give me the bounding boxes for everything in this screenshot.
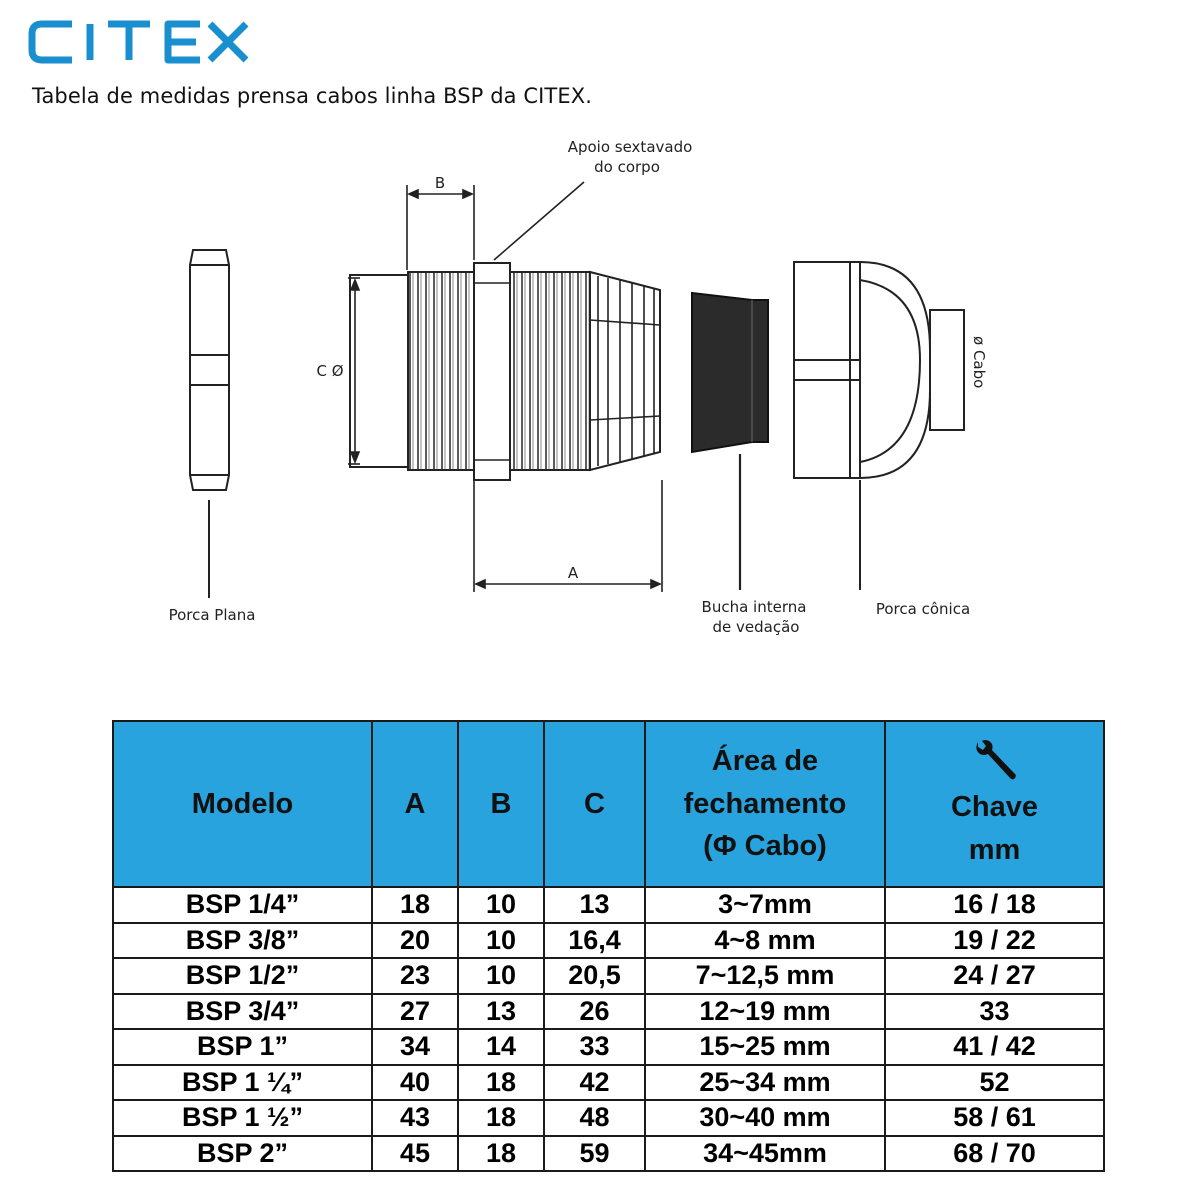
header-area-line2: fechamento [683, 787, 847, 820]
cell-area: 25~34 mm [645, 1065, 885, 1101]
cell-a: 34 [372, 1029, 458, 1065]
cell-area: 3~7mm [645, 887, 885, 923]
cell-a: 40 [372, 1065, 458, 1101]
flat-nut-shape [190, 250, 229, 490]
table-row [113, 1100, 1104, 1136]
porca-conica-label: Porca cônica [875, 600, 971, 618]
cell-chave: 33 [885, 994, 1104, 1030]
header-area-line1: Área de [711, 744, 819, 777]
table-row [113, 1136, 1104, 1172]
cell-a: 43 [372, 1100, 458, 1136]
cell-b: 14 [458, 1029, 544, 1065]
bucha-label-line2: de vedação [712, 618, 800, 636]
body-thread-shape [350, 263, 660, 480]
cell-a: 27 [372, 994, 458, 1030]
header-chave-line2: mm [968, 834, 1021, 866]
cell-area: 12~19 mm [645, 994, 885, 1030]
cell-modelo: BSP 3/8” [113, 923, 372, 959]
cell-area: 7~12,5 mm [645, 958, 885, 994]
cell-chave: 16 / 18 [885, 887, 1104, 923]
wrench-icon [972, 738, 1018, 784]
porca-plana-label: Porca Plana [168, 606, 256, 624]
cable-gland-diagram [0, 120, 1200, 680]
cell-area: 4~8 mm [645, 923, 885, 959]
cell-a: 18 [372, 887, 458, 923]
cell-modelo: BSP 1/4” [113, 887, 372, 923]
header-c: C [544, 721, 645, 887]
cell-chave: 24 / 27 [885, 958, 1104, 994]
cell-b: 10 [458, 887, 544, 923]
header-a: A [372, 721, 458, 887]
table-header-row [113, 721, 1104, 887]
table-row [113, 887, 1104, 923]
header-area [645, 721, 885, 887]
cell-chave: 68 / 70 [885, 1136, 1104, 1172]
header-b: B [458, 721, 544, 887]
cell-c: 59 [544, 1136, 645, 1172]
cell-modelo: BSP 1 ¼” [113, 1065, 372, 1101]
cell-a: 23 [372, 958, 458, 994]
cell-c: 16,4 [544, 923, 645, 959]
page-subtitle: Tabela de medidas prensa cabos linha BSP da CITEX. [32, 84, 592, 108]
cell-a: 20 [372, 923, 458, 959]
cabo-label: ø Cabo [970, 336, 988, 389]
cell-b: 18 [458, 1100, 544, 1136]
cell-chave: 19 / 22 [885, 923, 1104, 959]
header-area-line3: (Φ Cabo) [703, 830, 827, 863]
dim-a-label: A [567, 564, 579, 582]
cell-b: 10 [458, 923, 544, 959]
cell-b: 13 [458, 994, 544, 1030]
dome-nut-shape [794, 262, 964, 478]
cell-modelo: BSP 3/4” [113, 994, 372, 1030]
dimension-b [407, 185, 474, 270]
cell-c: 42 [544, 1065, 645, 1101]
table-row [113, 1029, 1104, 1065]
cell-modelo: BSP 1/2” [113, 958, 372, 994]
cell-c: 33 [544, 1029, 645, 1065]
apoio-label-line1: Apoio sextavado [567, 138, 693, 156]
cell-modelo: BSP 1 ½” [113, 1100, 372, 1136]
header-modelo: Modelo [113, 721, 372, 887]
seal-shape [692, 293, 768, 452]
cell-area: 30~40 mm [645, 1100, 885, 1136]
bucha-label-line1: Bucha interna [701, 598, 807, 616]
table-row [113, 994, 1104, 1030]
dim-b-label: B [434, 174, 446, 192]
cell-chave: 58 / 61 [885, 1100, 1104, 1136]
cell-c: 26 [544, 994, 645, 1030]
cell-b: 10 [458, 958, 544, 994]
citex-logo [28, 18, 250, 66]
cell-modelo: BSP 1” [113, 1029, 372, 1065]
cell-chave: 52 [885, 1065, 1104, 1101]
cell-chave: 41 / 42 [885, 1029, 1104, 1065]
cell-modelo: BSP 2” [113, 1136, 372, 1172]
table-row [113, 1065, 1104, 1101]
cell-b: 18 [458, 1136, 544, 1172]
header-chave-line1: Chave [950, 791, 1039, 824]
apoio-label-line2: do corpo [594, 158, 660, 176]
cell-b: 18 [458, 1065, 544, 1101]
cell-a: 45 [372, 1136, 458, 1172]
table-row [113, 958, 1104, 994]
table-row [113, 923, 1104, 959]
measurements-table [112, 720, 1105, 1172]
dim-c-label: C Ø [316, 362, 344, 380]
header-chave [885, 721, 1104, 887]
cell-c: 20,5 [544, 958, 645, 994]
cell-area: 15~25 mm [645, 1029, 885, 1065]
cell-area: 34~45mm [645, 1136, 885, 1172]
cell-c: 13 [544, 887, 645, 923]
cell-c: 48 [544, 1100, 645, 1136]
